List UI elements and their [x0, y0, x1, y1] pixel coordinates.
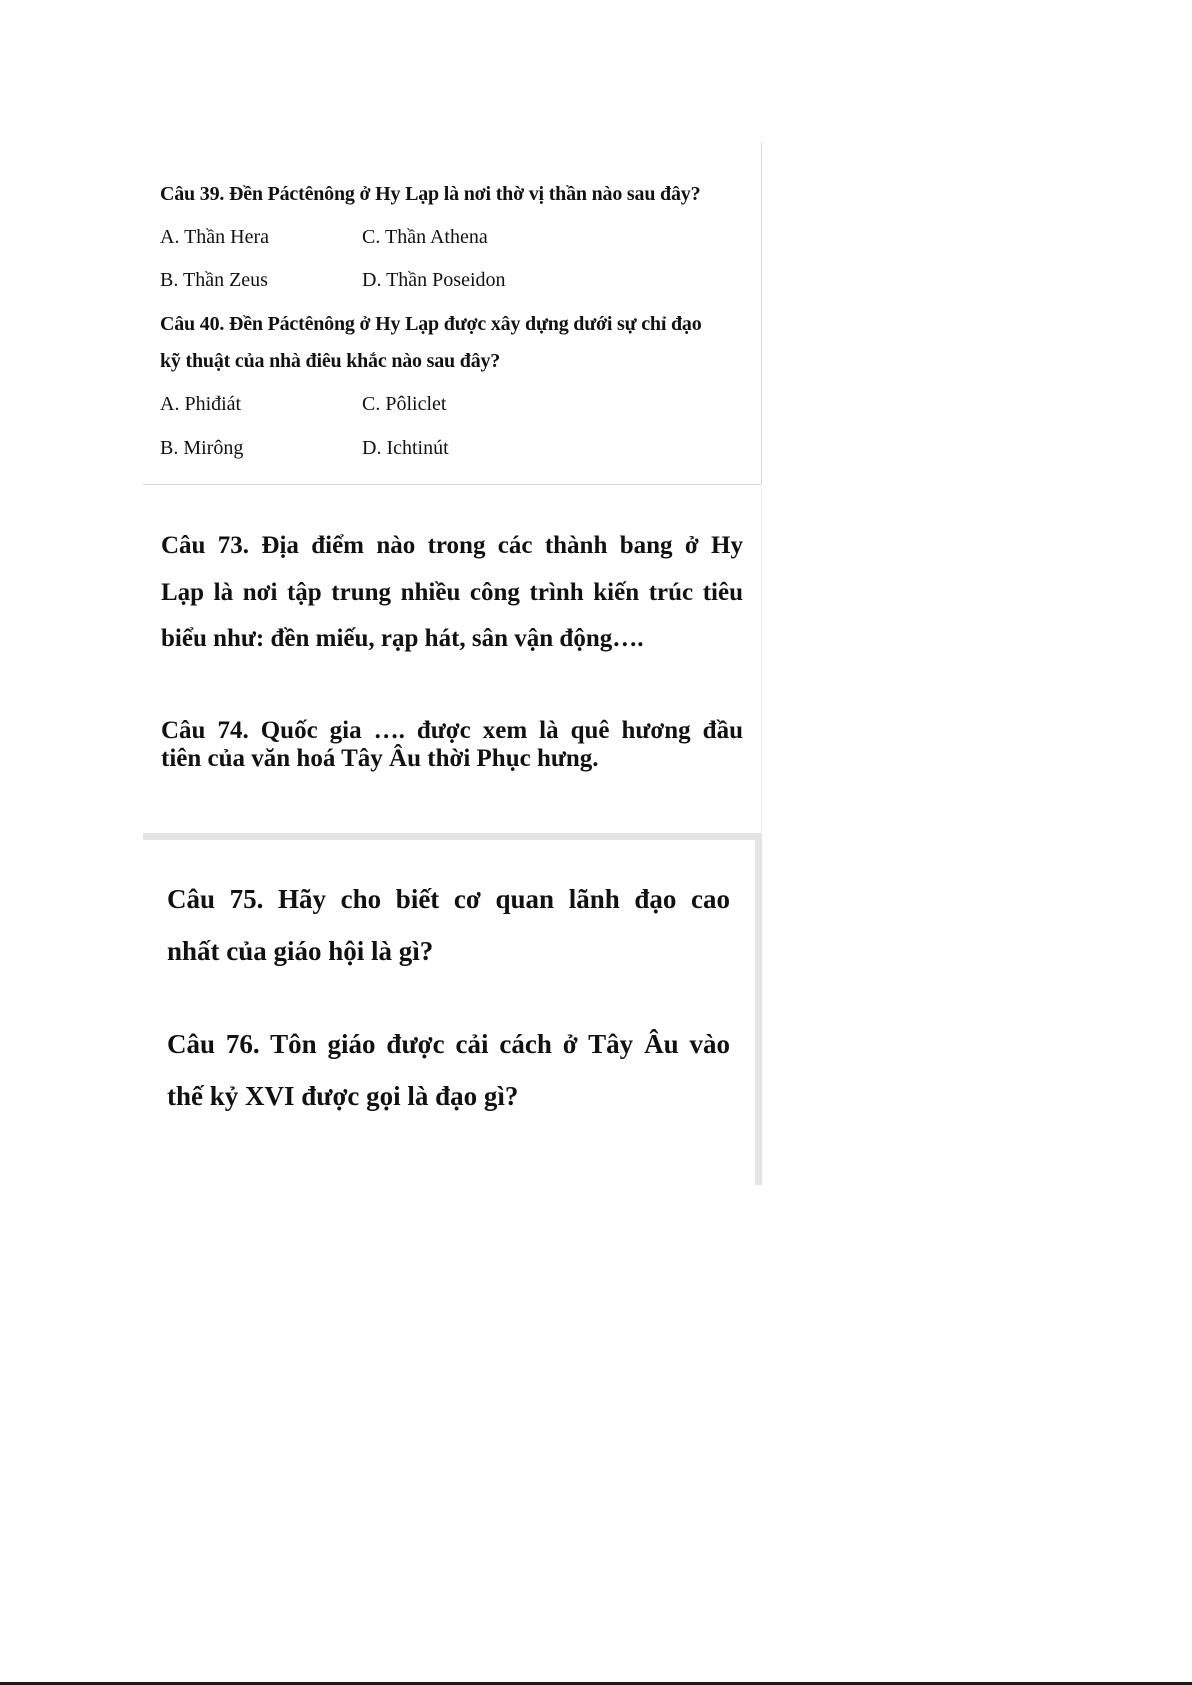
answer-40-d: D. Ichtinút: [362, 437, 449, 459]
answer-39-d: D. Thần Poseidon: [362, 269, 506, 291]
question-76-line-2: thế kỷ XVI được gọi là đạo gì?: [167, 1081, 519, 1111]
question-snippet-75-76: [143, 840, 762, 1185]
question-75-line-2: nhất của giáo hội là gì?: [167, 936, 434, 966]
answer-40-b: B. Mirông: [160, 437, 244, 459]
question-76-line-1: Câu 76. Tôn giáo được cải cách ở Tây Âu vào: [167, 1029, 730, 1059]
answer-39-b: B. Thần Zeus: [160, 269, 268, 291]
answer-39-a: A. Thần Hera: [160, 226, 270, 248]
question-73-line-3: biểu như: đền miếu, rạp hát, sân vận động….: [161, 625, 644, 652]
question-74-line-2: tiên của văn hoá Tây Âu thời Phục hưng.: [161, 745, 599, 772]
answer-40-a: A. Phiđiát: [160, 393, 242, 415]
question-74-line-1: Câu 74. Quốc gia …. được xem là quê hương đầu: [161, 717, 743, 744]
answer-39-c: C. Thần Athena: [362, 226, 488, 248]
answer-row-40-bd: [160, 436, 449, 460]
question-75-line-1: Câu 75. Hãy cho biết cơ quan lãnh đạo cao: [167, 884, 730, 914]
question-snippet-39-40: [143, 142, 762, 485]
answer-row-40-ac: [160, 392, 447, 416]
answer-40-c: C. Pôliclet: [362, 393, 447, 415]
question-73-line-2: Lạp là nơi tập trung nhiều công trình kiến trúc tiêu: [161, 579, 743, 606]
snippet-divider: [143, 833, 762, 840]
answer-row-39-bd: [160, 268, 506, 292]
question-snippet-73-74: [143, 487, 762, 833]
question-40-line-2: kỹ thuật của nhà điêu khắc nào sau đây?: [160, 350, 501, 372]
question-73-line-1: Câu 73. Địa điểm nào trong các thành bang ở Hy: [161, 532, 743, 559]
question-39: Câu 39. Đền Páctênông ở Hy Lạp là nơi thờ vị thần nào sau đây?: [160, 183, 701, 205]
question-40-line-1: Câu 40. Đền Páctênông ở Hy Lạp được xây dựng dưới sự chỉ đạo: [160, 313, 702, 335]
answer-row-39-ac: [160, 225, 488, 249]
